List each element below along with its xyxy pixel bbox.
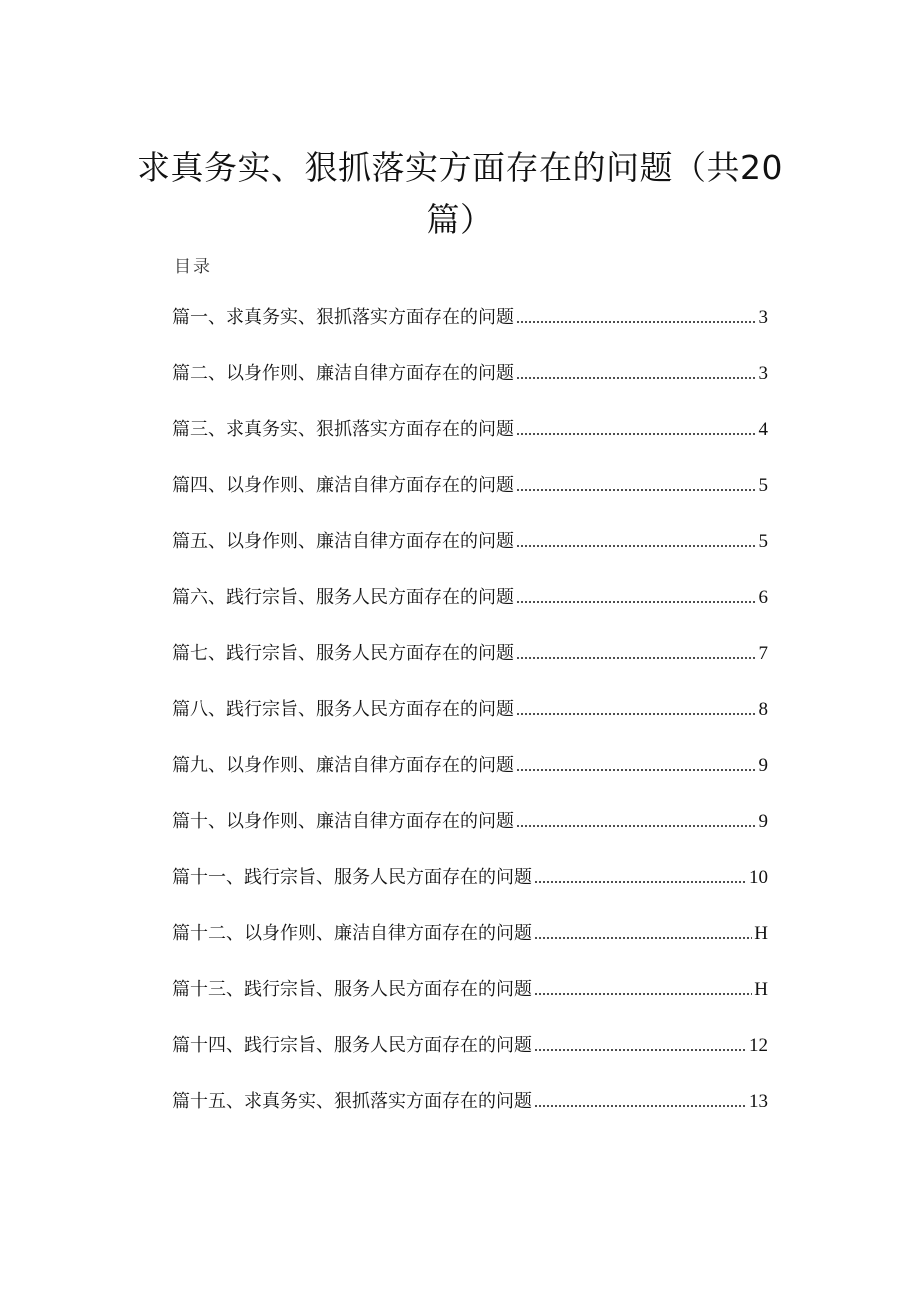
toc-entry-page: 10 (749, 867, 768, 888)
toc-entry-label: 篇十三、践行宗旨、服务人民方面存在的问题 (172, 979, 532, 1000)
toc-entry-label: 篇一、求真务实、狠抓落实方面存在的问题 (172, 307, 514, 328)
toc-leader-dots (516, 823, 757, 829)
toc-entry-label: 篇十四、践行宗旨、服务人民方面存在的问题 (172, 1035, 532, 1056)
toc-entry[interactable] (172, 895, 768, 951)
toc-entry-page: 12 (749, 1035, 768, 1056)
table-of-contents (172, 307, 768, 1119)
toc-entry[interactable] (172, 783, 768, 839)
toc-entry-label: 篇七、践行宗旨、服务人民方面存在的问题 (172, 643, 514, 664)
toc-leader-dots (516, 319, 757, 325)
toc-leader-dots (516, 655, 757, 661)
toc-entry[interactable] (172, 839, 768, 895)
toc-entry-page: 3 (758, 363, 768, 384)
toc-entry-label: 篇十一、践行宗旨、服务人民方面存在的问题 (172, 867, 532, 888)
toc-entry[interactable] (172, 391, 768, 447)
toc-leader-dots (516, 711, 757, 717)
toc-entry[interactable] (172, 559, 768, 615)
toc-leader-dots (534, 935, 752, 941)
toc-leader-dots (516, 543, 757, 549)
toc-leader-dots (516, 599, 757, 605)
toc-entry[interactable] (172, 335, 768, 391)
toc-entry[interactable] (172, 307, 768, 335)
toc-entry-label: 篇三、求真务实、狠抓落实方面存在的问题 (172, 419, 514, 440)
toc-leader-dots (534, 1103, 747, 1109)
toc-entry[interactable] (172, 503, 768, 559)
toc-entry-page: 6 (758, 587, 768, 608)
toc-entry-page: 5 (758, 475, 768, 496)
toc-entry-label: 篇九、以身作则、廉洁自律方面存在的问题 (172, 755, 514, 776)
toc-entry-page: H (754, 923, 768, 944)
toc-entry-label: 篇六、践行宗旨、服务人民方面存在的问题 (172, 587, 514, 608)
toc-entry-label: 篇八、践行宗旨、服务人民方面存在的问题 (172, 699, 514, 720)
toc-entry[interactable] (172, 727, 768, 783)
toc-entry-page: H (754, 979, 768, 1000)
toc-entry-label: 篇二、以身作则、廉洁自律方面存在的问题 (172, 363, 514, 384)
toc-entry-page: 3 (758, 307, 768, 328)
toc-entry-page: 9 (758, 755, 768, 776)
toc-entry-page: 5 (758, 531, 768, 552)
toc-entry[interactable] (172, 447, 768, 503)
toc-entry-label: 篇十二、以身作则、廉洁自律方面存在的问题 (172, 923, 532, 944)
toc-entry[interactable] (172, 1063, 768, 1119)
toc-entry-label: 篇五、以身作则、廉洁自律方面存在的问题 (172, 531, 514, 552)
toc-entry[interactable] (172, 671, 768, 727)
toc-leader-dots (534, 991, 752, 997)
toc-entry[interactable] (172, 615, 768, 671)
toc-leader-dots (516, 375, 757, 381)
toc-entry-page: 7 (758, 643, 768, 664)
toc-leader-dots (534, 1047, 747, 1053)
toc-entry[interactable] (172, 1007, 768, 1063)
toc-entry-page: 13 (749, 1091, 768, 1112)
toc-entry-label: 篇十、以身作则、廉洁自律方面存在的问题 (172, 811, 514, 832)
toc-entry-label: 篇十五、求真务实、狠抓落实方面存在的问题 (172, 1091, 532, 1112)
toc-leader-dots (516, 767, 757, 773)
toc-entry-page: 4 (758, 419, 768, 440)
toc-entry-page: 9 (758, 811, 768, 832)
toc-entry[interactable] (172, 951, 768, 1007)
toc-entry-label: 篇四、以身作则、廉洁自律方面存在的问题 (172, 475, 514, 496)
document-title: 求真务实、狠抓落实方面存在的问题（共20篇） (137, 148, 783, 240)
toc-entry-page: 8 (758, 699, 768, 720)
toc-leader-dots (516, 487, 757, 493)
toc-leader-dots (516, 431, 757, 437)
toc-heading: 目录 (174, 257, 212, 277)
toc-leader-dots (534, 879, 747, 885)
